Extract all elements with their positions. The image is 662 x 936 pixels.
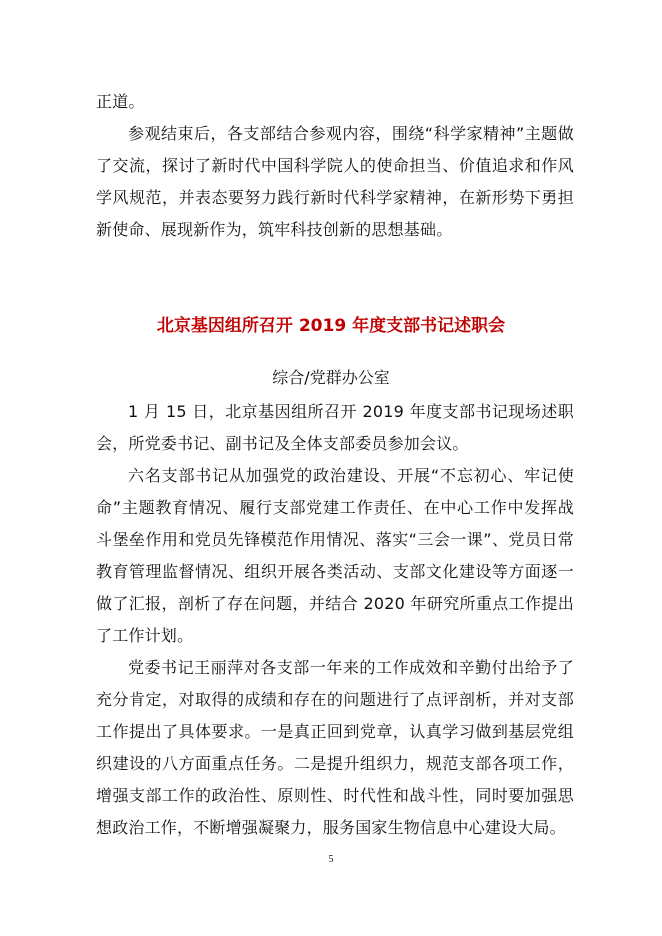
article-body	[96, 396, 574, 844]
top-section	[96, 86, 574, 246]
continuation-text: 正道。	[96, 92, 145, 111]
article-title: 北京基因组所召开 2019 年度支部书记述职会	[156, 316, 506, 336]
article-paragraph-3: 党委书记王丽萍对各支部一年来的工作成效和辛勤付出给予了充分肯定，对取得的成绩和存在的问题进行了点评剖析，并对支部工作提出了具体要求。一是真正回到党章，认真学习做到基层党组织建设的八方面重点任务。二是提升组织力，规范支部各项工作，增强支部工作的政治性、原则性、时代性和战斗性，同时要加强思想政治工作，不断增强凝聚力，服务国家生物信息中心建设大局。	[96, 658, 574, 837]
article-paragraph-1: 1 月 15 日，北京基因组所召开 2019 年度支部书记现场述职会，所党委书记、副书记及全体支部委员参加会议。	[96, 402, 574, 453]
article-paragraph-2: 六名支部书记从加强党的政治建设、开展“不忘初心、牢记使命”主题教育情况、履行支部党建工作责任、在中心工作中发挥战斗堡垒作用和党员先锋模范作用情况、落实“三会一课”、党员日常教育管理监督情况、组织开展各类活动、支部文化建设等方面逐一做了汇报，剖析了存在问题，并结合 2020 年研究所重点工作提出了工作计划。	[96, 466, 574, 645]
visit-summary-paragraph: 参观结束后，各支部结合参观内容，围绕“科学家精神”主题做了交流，探讨了新时代中国科学院人的使命担当、价值追求和作风学风规范，并表态要努力践行新时代科学家精神，在新形势下勇担新使命、展现新作为，筑牢科技创新的思想基础。	[96, 124, 574, 239]
page-number: 5	[328, 854, 334, 865]
article-department: 综合/党群办公室	[272, 368, 390, 387]
